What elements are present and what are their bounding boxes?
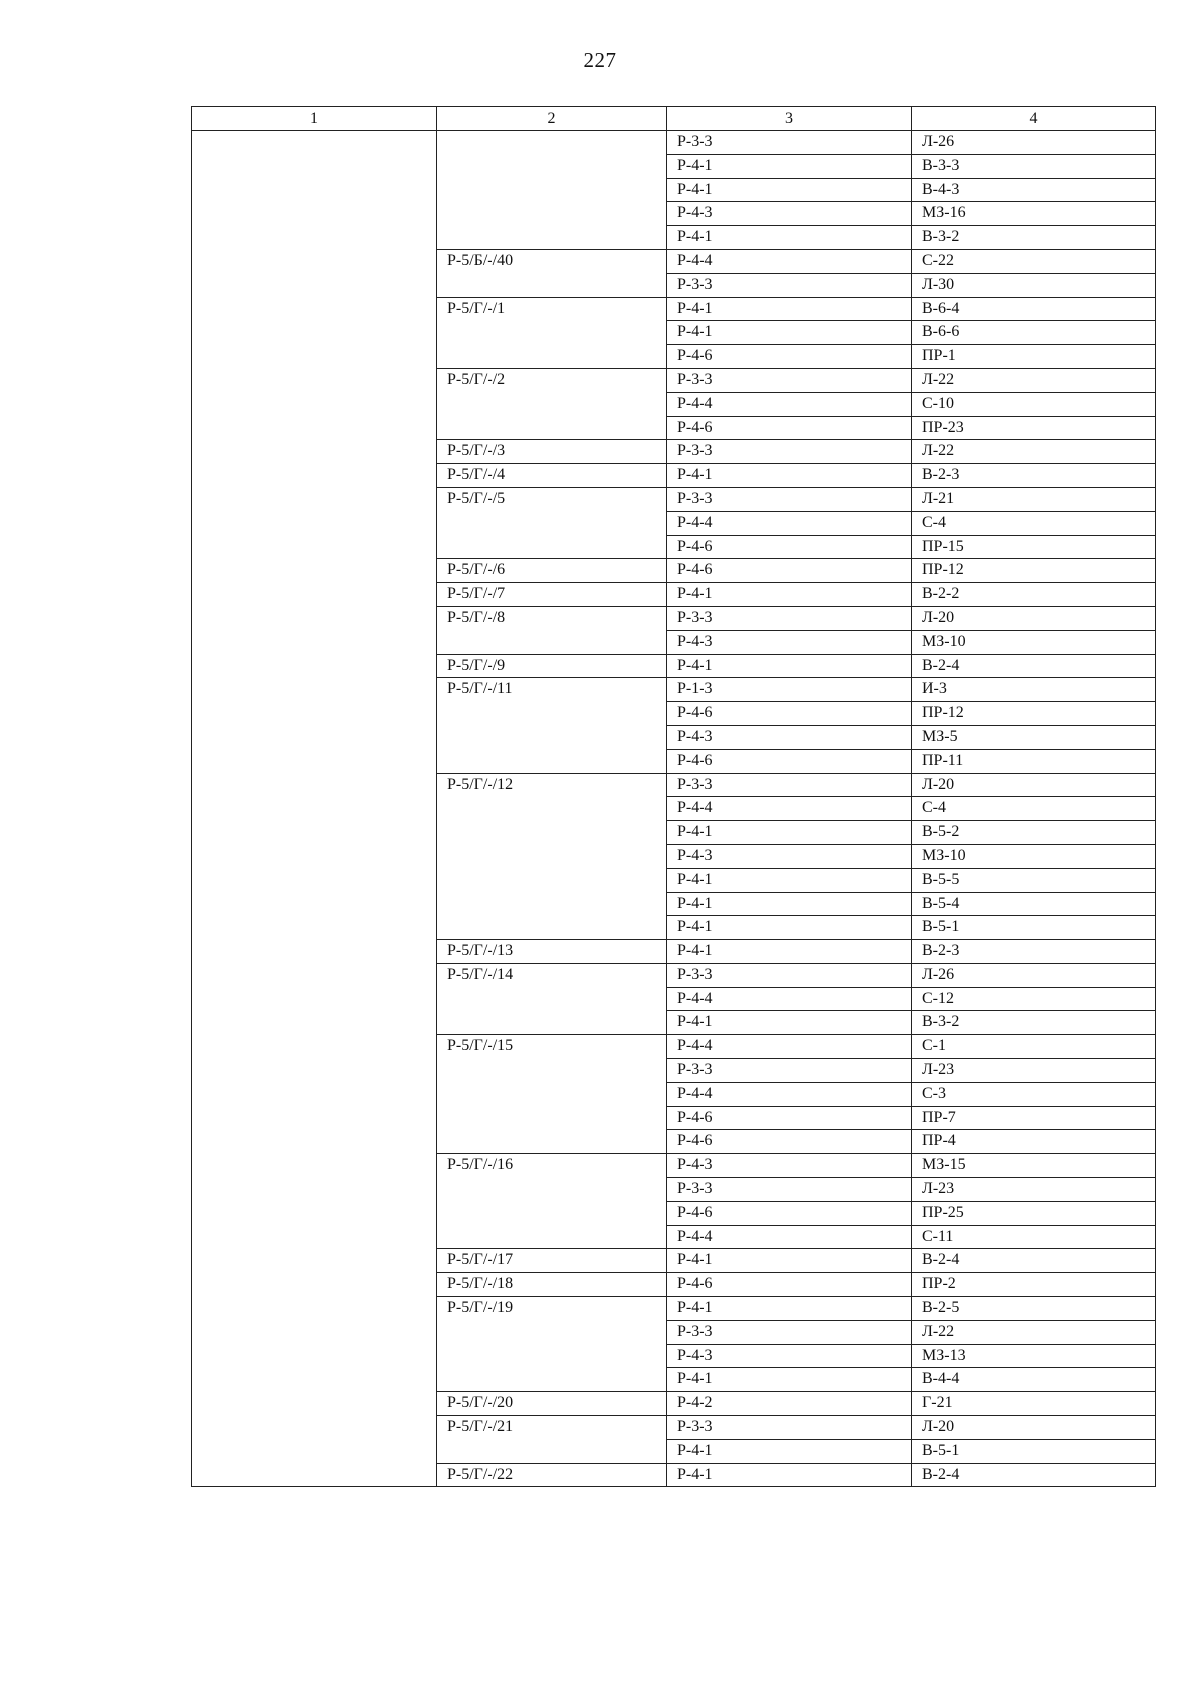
reference-code-cell: В-5-1	[912, 1439, 1156, 1463]
reference-code-cell: В-6-4	[912, 297, 1156, 321]
reference-code-cell: ПР-2	[912, 1273, 1156, 1297]
reference-code-cell: ПР-25	[912, 1201, 1156, 1225]
reference-code-cell: МЗ-10	[912, 630, 1156, 654]
route-code-cell: Р-4-1	[667, 892, 912, 916]
route-code-cell: Р-3-3	[667, 1416, 912, 1440]
reference-code-cell: ПР-12	[912, 559, 1156, 583]
reference-code-cell: В-3-2	[912, 1011, 1156, 1035]
group-code-cell: Р-5/Г/-/22	[437, 1463, 667, 1487]
group-code-cell: Р-5/Г/-/9	[437, 654, 667, 678]
reference-code-cell: В-2-2	[912, 583, 1156, 607]
reference-code-cell: В-4-4	[912, 1368, 1156, 1392]
reference-code-cell: В-2-5	[912, 1297, 1156, 1321]
reference-code-cell: ПР-23	[912, 416, 1156, 440]
route-code-cell: Р-4-1	[667, 226, 912, 250]
route-code-cell: Р-4-4	[667, 987, 912, 1011]
route-code-cell: Р-4-1	[667, 916, 912, 940]
table-header	[192, 107, 1156, 131]
group-code-cell	[437, 131, 667, 250]
route-code-cell: Р-4-4	[667, 1035, 912, 1059]
group-code-cell: Р-5/Г/-/8	[437, 606, 667, 654]
reference-code-cell: В-2-4	[912, 654, 1156, 678]
route-code-cell: Р-4-1	[667, 154, 912, 178]
route-code-cell: Р-4-1	[667, 1249, 912, 1273]
route-code-cell: Р-4-6	[667, 535, 912, 559]
route-code-cell: Р-3-3	[667, 606, 912, 630]
reference-code-cell: ПР-1	[912, 345, 1156, 369]
reference-code-cell: ПР-15	[912, 535, 1156, 559]
reference-code-cell: Л-26	[912, 131, 1156, 155]
reference-code-cell: С-4	[912, 797, 1156, 821]
route-code-cell: Р-4-3	[667, 1344, 912, 1368]
group-code-cell: Р-5/Г/-/19	[437, 1297, 667, 1392]
column-header-1: 1	[192, 107, 437, 131]
group-code-cell: Р-5/Г/-/6	[437, 559, 667, 583]
reference-code-cell: Г-21	[912, 1392, 1156, 1416]
route-code-cell: Р-4-1	[667, 321, 912, 345]
reference-code-cell: Л-23	[912, 1178, 1156, 1202]
route-code-cell: Р-4-6	[667, 702, 912, 726]
reference-code-cell: Л-23	[912, 1059, 1156, 1083]
route-code-cell: Р-4-4	[667, 392, 912, 416]
column-header-2: 2	[437, 107, 667, 131]
page-number: 227	[583, 48, 617, 72]
reference-code-cell: С-11	[912, 1225, 1156, 1249]
route-code-cell: Р-4-1	[667, 868, 912, 892]
route-code-cell: Р-4-1	[667, 821, 912, 845]
column-1-cell	[192, 131, 437, 1487]
group-code-cell: Р-5/Г/-/16	[437, 1154, 667, 1249]
route-code-cell: Р-4-1	[667, 297, 912, 321]
route-code-cell: Р-4-1	[667, 178, 912, 202]
reference-code-cell: В-3-3	[912, 154, 1156, 178]
column-header-4: 4	[912, 107, 1156, 131]
route-code-cell: Р-4-6	[667, 749, 912, 773]
route-code-cell: Р-4-1	[667, 654, 912, 678]
group-code-cell: Р-5/Г/-/3	[437, 440, 667, 464]
reference-code-cell: МЗ-5	[912, 725, 1156, 749]
reference-code-cell: В-5-1	[912, 916, 1156, 940]
route-code-cell: Р-3-3	[667, 487, 912, 511]
group-code-cell: Р-5/Г/-/2	[437, 368, 667, 439]
group-code-cell: Р-5/Г/-/15	[437, 1035, 667, 1154]
group-code-cell: Р-5/Г/-/21	[437, 1416, 667, 1464]
table-row	[192, 131, 1156, 155]
route-code-cell: Р-3-3	[667, 273, 912, 297]
route-code-cell: Р-3-3	[667, 368, 912, 392]
reference-code-cell: В-2-4	[912, 1249, 1156, 1273]
reference-code-cell: Л-20	[912, 773, 1156, 797]
reference-code-cell: С-12	[912, 987, 1156, 1011]
reference-code-cell: Л-20	[912, 1416, 1156, 1440]
data-table	[191, 106, 1156, 1487]
column-header-3: 3	[667, 107, 912, 131]
route-code-cell: Р-4-1	[667, 464, 912, 488]
route-code-cell: Р-4-2	[667, 1392, 912, 1416]
route-code-cell: Р-4-1	[667, 1463, 912, 1487]
group-code-cell: Р-5/Г/-/7	[437, 583, 667, 607]
route-code-cell: Р-1-3	[667, 678, 912, 702]
route-code-cell: Р-4-3	[667, 202, 912, 226]
reference-code-cell: ПР-7	[912, 1106, 1156, 1130]
route-code-cell: Р-4-6	[667, 1273, 912, 1297]
route-code-cell: Р-4-6	[667, 1201, 912, 1225]
reference-code-cell: И-3	[912, 678, 1156, 702]
route-code-cell: Р-4-4	[667, 511, 912, 535]
group-code-cell: Р-5/Г/-/14	[437, 963, 667, 1034]
route-code-cell: Р-3-3	[667, 1059, 912, 1083]
route-code-cell: Р-4-4	[667, 249, 912, 273]
reference-code-cell: ПР-12	[912, 702, 1156, 726]
reference-code-cell: МЗ-16	[912, 202, 1156, 226]
reference-code-cell: С-3	[912, 1082, 1156, 1106]
group-code-cell: Р-5/Г/-/12	[437, 773, 667, 940]
group-code-cell: Р-5/Г/-/17	[437, 1249, 667, 1273]
reference-code-cell: В-2-3	[912, 940, 1156, 964]
reference-code-cell: В-6-6	[912, 321, 1156, 345]
group-code-cell: Р-5/Г/-/4	[437, 464, 667, 488]
group-code-cell: Р-5/Г/-/11	[437, 678, 667, 773]
group-code-cell: Р-5/Г/-/18	[437, 1273, 667, 1297]
route-code-cell: Р-3-3	[667, 1178, 912, 1202]
header-row	[192, 107, 1156, 131]
route-code-cell: Р-4-3	[667, 1154, 912, 1178]
reference-code-cell: В-3-2	[912, 226, 1156, 250]
route-code-cell: Р-4-1	[667, 940, 912, 964]
reference-code-cell: В-4-3	[912, 178, 1156, 202]
route-code-cell: Р-3-3	[667, 963, 912, 987]
reference-code-cell: ПР-4	[912, 1130, 1156, 1154]
route-code-cell: Р-4-1	[667, 1368, 912, 1392]
reference-code-cell: С-10	[912, 392, 1156, 416]
group-code-cell: Р-5/Г/-/1	[437, 297, 667, 368]
reference-code-cell: Л-30	[912, 273, 1156, 297]
route-code-cell: Р-4-4	[667, 1225, 912, 1249]
route-code-cell: Р-4-6	[667, 559, 912, 583]
route-code-cell: Р-3-3	[667, 1320, 912, 1344]
reference-code-cell: С-1	[912, 1035, 1156, 1059]
reference-code-cell: В-5-5	[912, 868, 1156, 892]
group-code-cell: Р-5/Г/-/20	[437, 1392, 667, 1416]
reference-code-cell: Л-22	[912, 368, 1156, 392]
reference-code-cell: В-2-3	[912, 464, 1156, 488]
reference-code-cell: Л-22	[912, 440, 1156, 464]
reference-code-cell: Л-20	[912, 606, 1156, 630]
route-code-cell: Р-4-4	[667, 1082, 912, 1106]
route-code-cell: Р-4-3	[667, 725, 912, 749]
route-code-cell: Р-4-3	[667, 844, 912, 868]
route-code-cell: Р-4-6	[667, 345, 912, 369]
route-code-cell: Р-4-1	[667, 1011, 912, 1035]
route-code-cell: Р-4-1	[667, 583, 912, 607]
route-code-cell: Р-4-1	[667, 1297, 912, 1321]
group-code-cell: Р-5/Г/-/5	[437, 487, 667, 558]
reference-code-cell: МЗ-15	[912, 1154, 1156, 1178]
reference-code-cell: Л-22	[912, 1320, 1156, 1344]
reference-code-cell: ПР-11	[912, 749, 1156, 773]
reference-code-cell: МЗ-13	[912, 1344, 1156, 1368]
route-code-cell: Р-4-6	[667, 416, 912, 440]
reference-code-cell: В-5-2	[912, 821, 1156, 845]
reference-code-cell: Л-21	[912, 487, 1156, 511]
route-code-cell: Р-3-3	[667, 131, 912, 155]
route-code-cell: Р-4-6	[667, 1130, 912, 1154]
route-code-cell: Р-4-6	[667, 1106, 912, 1130]
reference-code-cell: МЗ-10	[912, 844, 1156, 868]
group-code-cell: Р-5/Б/-/40	[437, 249, 667, 297]
reference-code-cell: С-4	[912, 511, 1156, 535]
reference-code-cell: В-2-4	[912, 1463, 1156, 1487]
reference-code-cell: С-22	[912, 249, 1156, 273]
route-code-cell: Р-3-3	[667, 773, 912, 797]
route-code-cell: Р-4-3	[667, 630, 912, 654]
route-code-cell: Р-4-4	[667, 797, 912, 821]
group-code-cell: Р-5/Г/-/13	[437, 940, 667, 964]
reference-code-cell: В-5-4	[912, 892, 1156, 916]
route-code-cell: Р-4-1	[667, 1439, 912, 1463]
reference-code-cell: Л-26	[912, 963, 1156, 987]
route-code-cell: Р-3-3	[667, 440, 912, 464]
table-body	[192, 131, 1156, 1487]
